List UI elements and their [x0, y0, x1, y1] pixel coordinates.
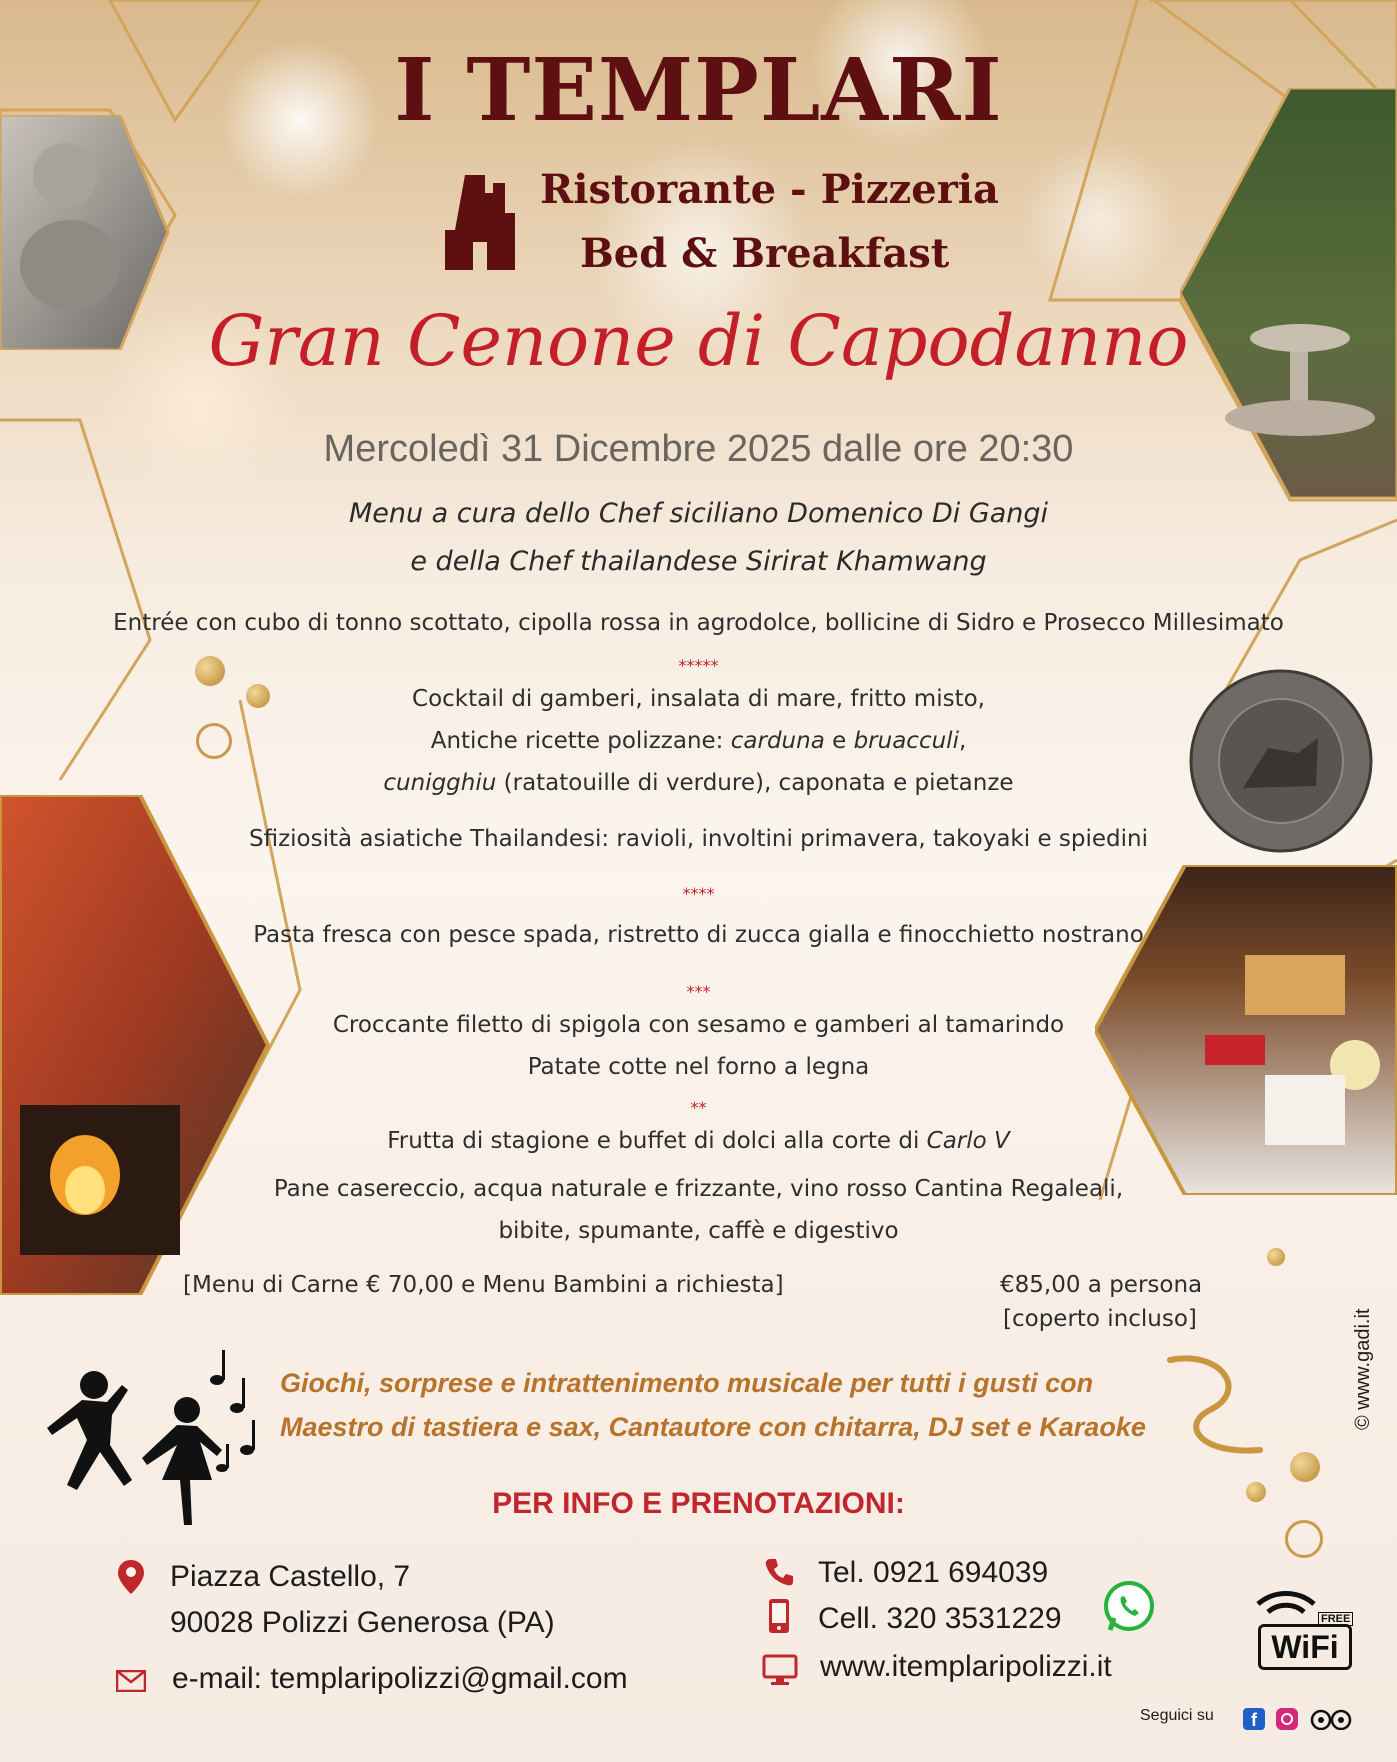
mail-icon — [116, 1670, 146, 1692]
menu-asiatiche: Sfiziosità asiatiche Thailandesi: ravioli, involtini primavera, takoyaki e spiedini — [248, 826, 1148, 852]
chef-line-1: Menu a cura dello Chef siciliano Domenico Di Gangi — [348, 498, 1049, 529]
entertainment-line-2: Maestro di tastiera e sax, Cantautore con chitarra, DJ set e Karaoke — [280, 1412, 1146, 1442]
phone-icon — [764, 1557, 794, 1587]
location-pin-icon — [118, 1560, 144, 1594]
antipasti-3-text: (ratatouille di verdure), caponata e pietanze — [496, 770, 1014, 796]
wifi-icon — [1256, 1590, 1316, 1620]
website-link[interactable]: www.itemplaripolizzi.it — [820, 1650, 1112, 1683]
mobile-link[interactable]: Cell. 320 3531229 — [818, 1602, 1062, 1635]
whatsapp-icon[interactable] — [1102, 1580, 1156, 1634]
menu-carne-note: [Menu di Carne € 70,00 e Menu Bambini a richiesta] — [183, 1272, 784, 1298]
menu-extra-1: Pane casereccio, acqua naturale e frizzante, vino rosso Cantina Regaleali, — [273, 1176, 1124, 1202]
gold-dot — [1290, 1452, 1320, 1482]
website-icon — [762, 1654, 798, 1686]
antipasti-2-text: Antiche ricette polizzane: — [430, 728, 731, 754]
dessert-carlo: Carlo V — [926, 1128, 1010, 1154]
email-link[interactable]: e-mail: templaripolizzi@gmail.com — [172, 1662, 628, 1695]
free-wifi-badge — [1256, 1590, 1352, 1670]
restaurant-name: I TEMPLARI — [394, 40, 1003, 141]
wifi-label: WiFi — [1258, 1624, 1352, 1670]
credit-vertical: © www.gadi.it — [1352, 1308, 1374, 1430]
info-title: PER INFO E PRENOTAZIONI: — [492, 1487, 905, 1520]
menu-extra-2: bibite, spumante, caffè e digestivo — [498, 1218, 899, 1244]
separator-5: ***** — [678, 656, 719, 675]
entertainment-line-1: Giochi, sorprese e intrattenimento musicale per tutti i gusti con — [280, 1368, 1094, 1398]
address-line-2: 90028 Polizzi Generosa (PA) — [170, 1606, 555, 1639]
dish-cunigghiu: cunigghiu — [383, 770, 497, 796]
menu-antipasti-2 — [0, 728, 1397, 754]
instagram-icon[interactable] — [1276, 1708, 1298, 1730]
mobile-icon — [768, 1598, 790, 1634]
antipasti-2-and: e — [824, 728, 854, 754]
menu-primo: Pasta fresca con pesce spada, ristretto di zucca gialla e finocchietto nostrano — [253, 922, 1144, 948]
facebook-icon[interactable]: f — [1243, 1708, 1265, 1730]
antipasti-2-comma: , — [958, 728, 967, 754]
menu-secondo-2: Patate cotte nel forno a legna — [527, 1054, 870, 1080]
menu-secondo-1: Croccante filetto di spigola con sesamo e gamberi al tamarindo — [332, 1012, 1065, 1038]
separator-3: *** — [686, 982, 711, 1001]
subtitle-bnb: Bed & Breakfast — [580, 230, 950, 277]
castle-logo-icon — [445, 175, 515, 270]
gold-ring — [1285, 1520, 1323, 1558]
price-per-person: €85,00 a persona — [1000, 1272, 1203, 1298]
separator-2: ** — [690, 1098, 707, 1117]
telephone-link[interactable]: Tel. 0921 694039 — [818, 1556, 1049, 1589]
menu-antipasti-3 — [0, 770, 1397, 796]
chef-line-2: e della Chef thailandese Sirirat Khamwang — [410, 546, 987, 577]
coperto-note: [coperto incluso] — [1003, 1306, 1197, 1332]
event-title: Gran Cenone di Capodanno — [208, 300, 1189, 382]
dessert-text: Frutta di stagione e buffet di dolci alla corte di — [387, 1128, 927, 1154]
subtitle-restaurant: Ristorante - Pizzeria — [540, 166, 999, 213]
event-date: Mercoledì 31 Dicembre 2025 dalle ore 20:30 — [323, 428, 1074, 470]
follow-label: Seguici su — [1140, 1707, 1214, 1724]
dish-bruacculi: bruacculi — [853, 728, 959, 754]
dish-carduna: carduna — [730, 728, 825, 754]
social-follow — [1140, 1707, 1214, 1725]
separator-4: **** — [682, 884, 715, 903]
wifi-free-label: FREE — [1318, 1612, 1353, 1626]
menu-antipasti-1: Cocktail di gamberi, insalata di mare, fritto misto, — [412, 686, 985, 712]
menu-entree: Entrée con cubo di tonno scottato, cipolla rossa in agrodolce, bollicine di Sidro e Prosecco Millesimato — [113, 610, 1284, 636]
tripadvisor-icon[interactable] — [1310, 1708, 1352, 1730]
menu-dessert — [0, 1128, 1397, 1154]
address-line-1: Piazza Castello, 7 — [170, 1560, 411, 1593]
gold-swirl — [1160, 1350, 1270, 1460]
gold-dot — [1267, 1248, 1285, 1266]
